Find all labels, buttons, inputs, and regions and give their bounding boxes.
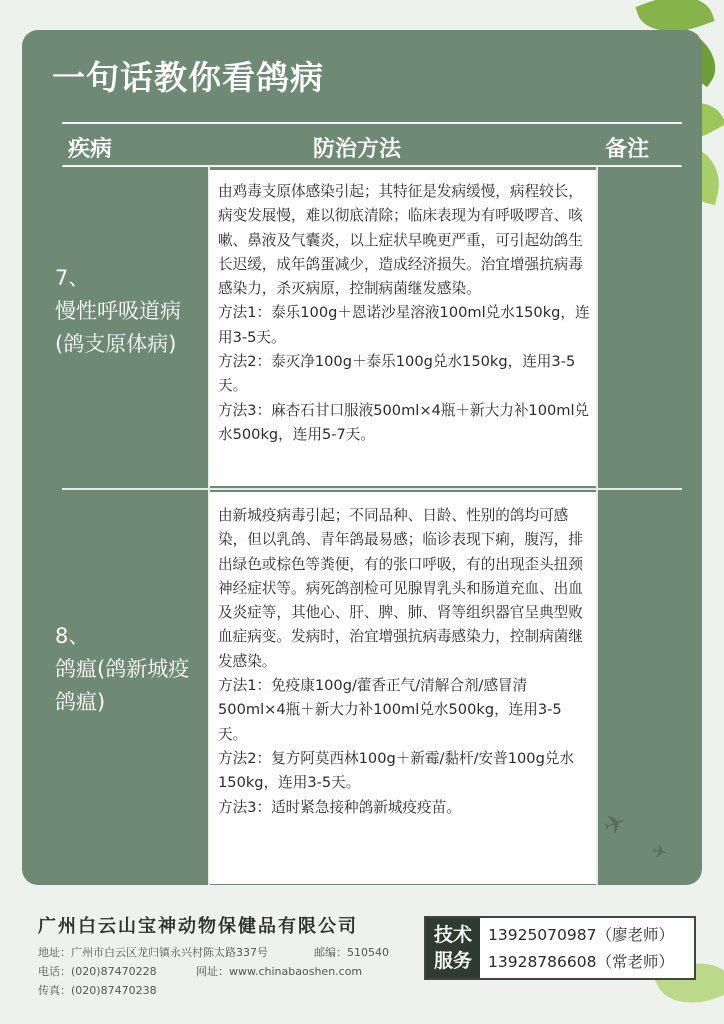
- disease-number: 8、: [55, 624, 90, 648]
- company-fax: 传真：(020)87470238: [38, 984, 157, 997]
- column-divider: [596, 167, 598, 885]
- method-description: 由鸡毒支原体感染引起；其特征是发病缓慢，病程较长，病变发展慢，难以彻底清除；临床表现为有呼吸啰音、咳嗽、鼻液及气囊炎，以上症状早晚更严重，可引起幼鸽生长迟缓，成年鸽蛋减少，造成经济损失。治宜增强抗病毒感染力，杀灭病原，控制病菌继发感染。: [218, 183, 583, 298]
- disease-name: 慢性呼吸道病(鸽支原体病): [55, 299, 181, 356]
- header-top-rule: [62, 122, 682, 124]
- company-address: 地址：广州市白云区龙归镇永兴村陈太路337号: [38, 946, 268, 959]
- method-cell: [218, 504, 590, 820]
- method-option: 方法2：泰灭净100g＋泰乐100g兑水150kg，连用3-5天。: [218, 353, 576, 395]
- contact-phone: 13925070987（廖老师）: [488, 926, 674, 944]
- method-option: 方法3：麻杏石甘口服液500ml×4瓶＋新大力补100ml兑水500kg，连用5-7天。: [218, 401, 590, 443]
- disease-number: 7、: [55, 266, 90, 290]
- column-header-disease: 疾病: [68, 137, 113, 162]
- company-postcode: 邮编：510540: [314, 946, 389, 959]
- method-option: 方法1：免疫康100g/藿香正气/清解合剂/感冒清500ml×4瓶＋新大力补100ml兑水500kg，连用3-5天。: [218, 677, 562, 743]
- flying-bird-icon: ✈: [599, 807, 631, 843]
- page-title: 一句话教你看鸽病: [52, 58, 324, 97]
- method-option: 方法2：复方阿莫西林100g＋新霉/黏杆/安普100g兑水150kg，连用3-5天。: [218, 749, 575, 792]
- method-description: 由新城疫病毒引起；不同品种、日龄、性别的鸽均可感染，但以乳鸽、青年鸽最易感；临诊表现下痢，腹泻，排出绿色或棕色等粪便，有的张口呼吸，有的出现歪头扭颈神经症状等。病死鸽剖检可见腺胃乳头和肠道充血、出血及炎症等，其他心、肝、脾、肺、肾等组织器官呈典型败血症病变。发病时，治宜增强抗病毒感染力，控制病菌继发感染。: [218, 507, 583, 670]
- row-divider: [62, 488, 682, 490]
- content-card: [22, 30, 702, 885]
- tech-service-label: 技术 服务: [426, 918, 480, 978]
- company-phone: 电话：(020)87470228: [38, 965, 157, 978]
- disease-cell: [55, 620, 207, 719]
- company-name: 广州白云山宝神动物保健品有限公司: [38, 916, 358, 937]
- column-header-remark: 备注: [605, 137, 650, 162]
- disease-cell: [55, 262, 207, 361]
- method-cell: [218, 180, 590, 447]
- method-option: 方法3：适时紧急接种鸽新城疫疫苗。: [218, 798, 461, 816]
- company-website: 网址：www.chinabaoshen.com: [196, 965, 363, 978]
- tech-service-box: [424, 916, 696, 980]
- flying-bird-icon: ✈: [650, 840, 669, 865]
- contact-phone: 13928786608（常老师）: [488, 953, 674, 971]
- header-bottom-rule: [62, 165, 682, 167]
- method-option: 方法1：泰乐100g＋恩诺沙星溶液100ml兑水150kg，连用3-5天。: [218, 304, 590, 346]
- column-header-method: 防治方法: [313, 137, 402, 162]
- disease-name: 鸽瘟(鸽新城疫鸽瘟): [55, 657, 190, 714]
